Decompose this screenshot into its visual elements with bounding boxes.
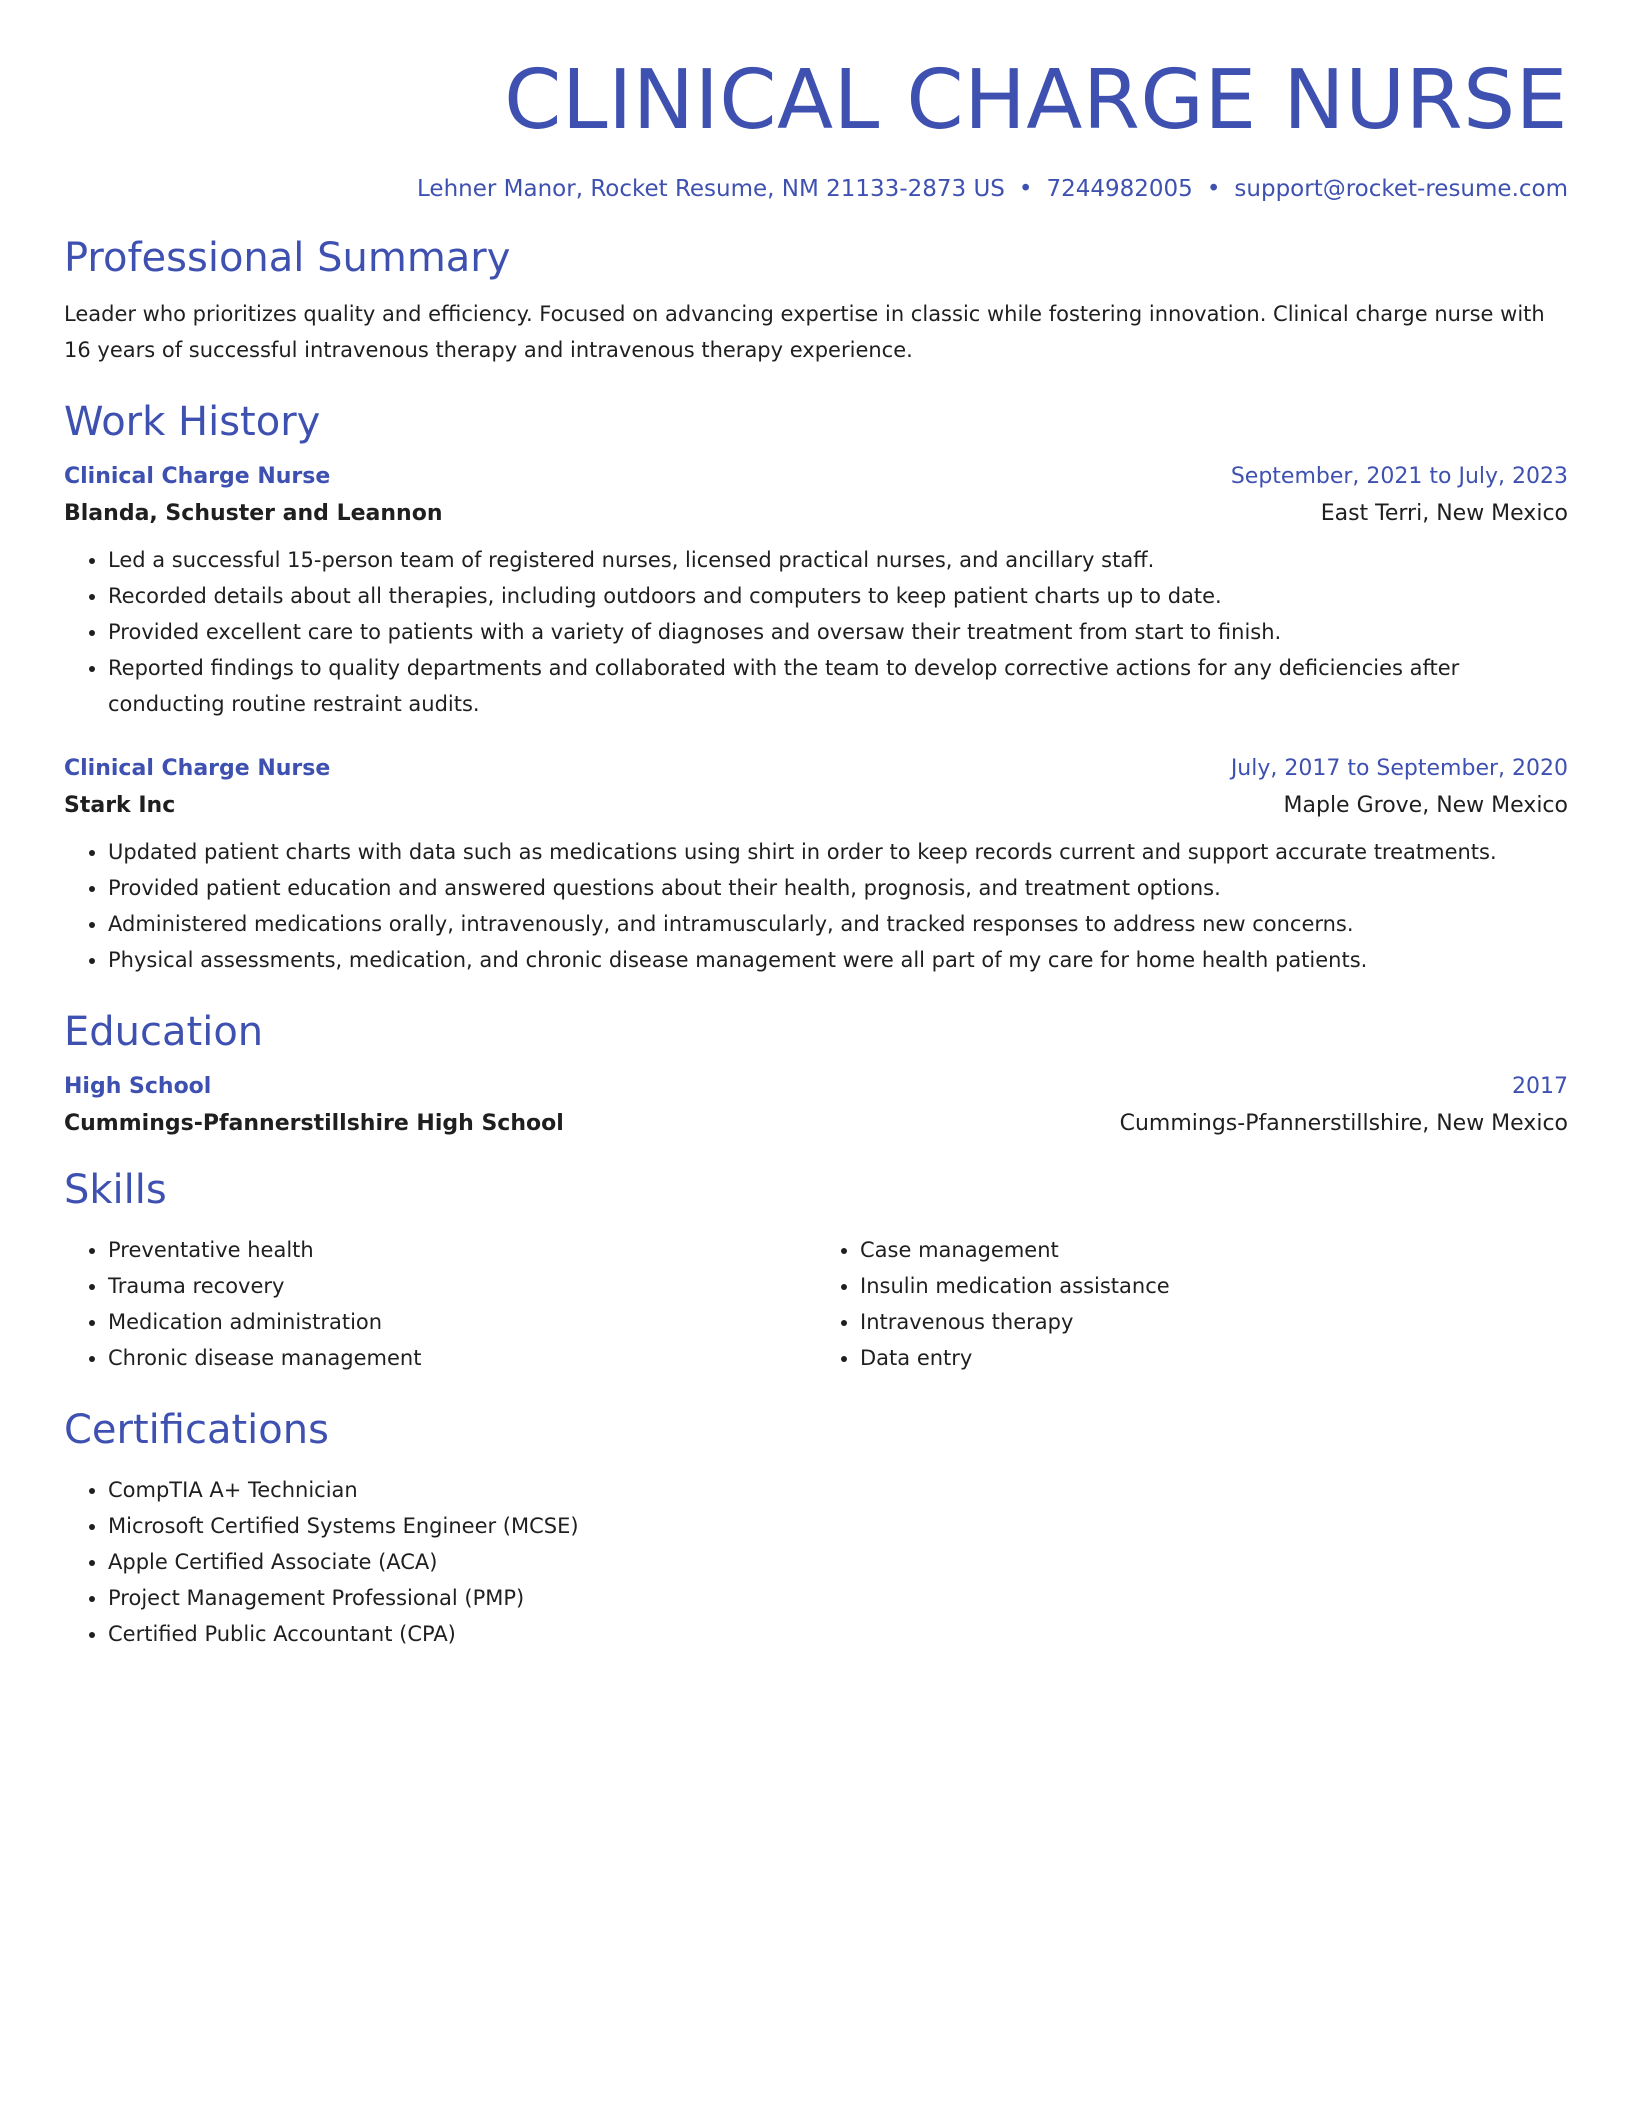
school-name: Cummings-Pfannerstillshire High School [64, 1111, 564, 1136]
job-title: Clinical Charge Nurse [64, 756, 331, 781]
list-item: • Physical assessments, medication, and chronic disease management were all part of my care for home health patients. [108, 942, 1568, 978]
list-item: • Led a successful 15-person team of registered nurses, licensed practical nurses, and ancillary staff. [108, 542, 1568, 578]
graduation-year: 2017 [1512, 1074, 1568, 1099]
skills-grid [64, 1232, 1568, 1376]
list-item: • Medication administration [108, 1304, 816, 1340]
resume-header [64, 0, 1568, 202]
summary-heading: Professional Summary [64, 235, 511, 281]
skills-section [64, 1166, 1568, 1376]
work-history-section [64, 398, 1568, 978]
list-item: • Case management [860, 1232, 1568, 1268]
certifications-heading: Certifications [64, 1407, 329, 1453]
certifications-list [64, 1472, 1568, 1652]
education-heading: Education [64, 1009, 264, 1055]
job-dates: July, 2017 to September, 2020 [1230, 756, 1568, 781]
work-history-heading: Work History [64, 399, 321, 445]
education-section [64, 1008, 1568, 1136]
list-item: • Administered medications orally, intravenously, and intramuscularly, and tracked responses to address new concerns. [108, 906, 1568, 942]
list-item: • Microsoft Certified Systems Engineer (MCSE) [108, 1508, 1568, 1544]
job-location: Maple Grove, New Mexico [1283, 793, 1568, 818]
education-entry [64, 1074, 1568, 1136]
list-item: • Intravenous therapy [860, 1304, 1568, 1340]
summary-text: Leader who prioritizes quality and efficiency. Focused on advancing expertise in classic while fostering innovation. Clinical charge nurse with 16 years of successful intravenous therapy and intravenous therapy experience. [64, 302, 1545, 362]
degree-text: High School [64, 1074, 212, 1099]
job-title-heading: CLINICAL CHARGE NURSE [504, 53, 1568, 148]
skills-column-right [816, 1232, 1568, 1376]
separator-dot: • [1206, 176, 1221, 202]
job-company: Blanda, Schuster and Leannon [64, 501, 443, 526]
job-bullets [64, 542, 1568, 722]
job-dates: September, 2021 to July, 2023 [1230, 464, 1568, 489]
phone-text: 7244982005 [1046, 176, 1193, 202]
list-item: • Provided excellent care to patients with a variety of diagnoses and oversaw their treatment from start to finish. [108, 614, 1568, 650]
job-entry [64, 756, 1568, 978]
skills-column-left [64, 1232, 816, 1376]
job-bullets [64, 834, 1568, 978]
summary-section [64, 234, 1568, 368]
list-item: • Updated patient charts with data such as medications using shirt in order to keep records current and support accurate treatments. [108, 834, 1568, 870]
list-item: • Provided patient education and answered questions about their health, prognosis, and treatment options. [108, 870, 1568, 906]
list-item: • Preventative health [108, 1232, 816, 1268]
contact-line [64, 176, 1568, 202]
list-item: • CompTIA A+ Technician [108, 1472, 1568, 1508]
job-location: East Terri, New Mexico [1320, 501, 1568, 526]
list-item: • Apple Certified Associate (ACA) [108, 1544, 1568, 1580]
skills-heading: Skills [64, 1167, 167, 1213]
list-item: • Chronic disease management [108, 1340, 816, 1376]
list-item: • Recorded details about all therapies, including outdoors and computers to keep patient charts up to date. [108, 578, 1568, 614]
list-item: • Certified Public Accountant (CPA) [108, 1616, 1568, 1652]
list-item: • Data entry [860, 1340, 1568, 1376]
school-location: Cummings-Pfannerstillshire, New Mexico [1119, 1111, 1568, 1136]
job-company: Stark Inc [64, 793, 176, 818]
list-item: • Project Management Professional (PMP) [108, 1580, 1568, 1616]
list-item: • Insulin medication assistance [860, 1268, 1568, 1304]
job-title: Clinical Charge Nurse [64, 464, 331, 489]
list-item: • Reported findings to quality departments and collaborated with the team to develop corrective actions for any deficiencies after conducting routine restraint audits. [108, 650, 1568, 722]
job-entry [64, 464, 1568, 722]
separator-dot: • [1018, 176, 1033, 202]
address-text: Lehner Manor, Rocket Resume, NM 21133-2873 US [417, 176, 1005, 202]
certifications-section [64, 1406, 1568, 1652]
list-item: • Trauma recovery [108, 1268, 816, 1304]
email-text: support@rocket-resume.com [1234, 176, 1568, 202]
